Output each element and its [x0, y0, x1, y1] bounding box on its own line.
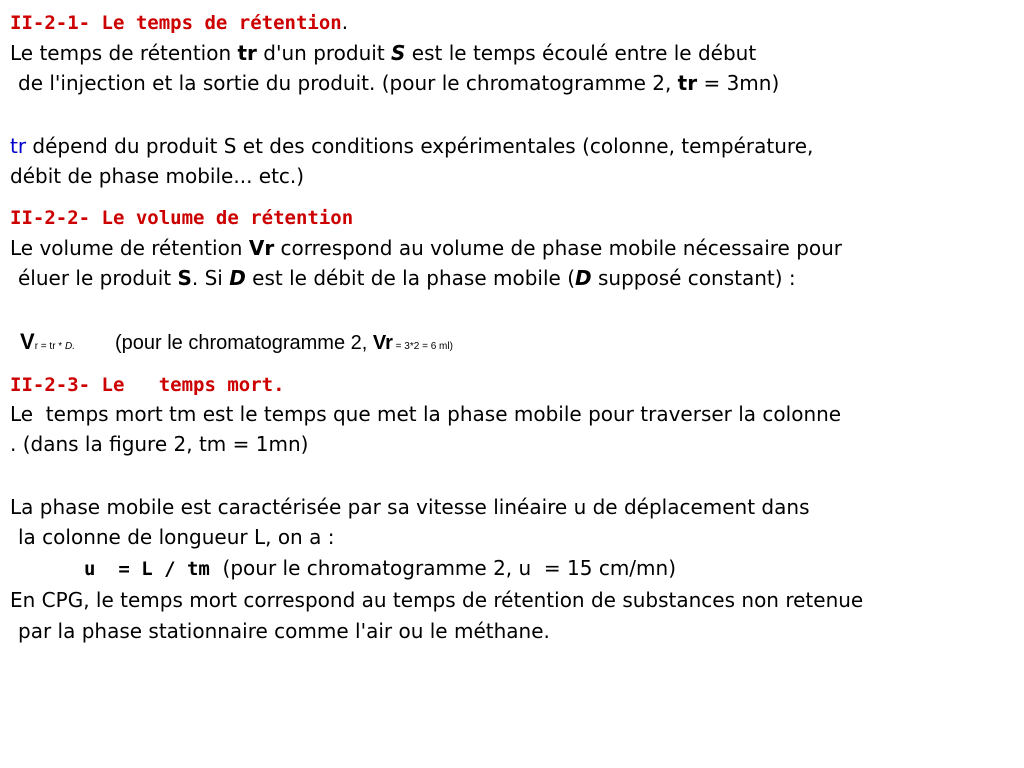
- paragraph-line: tr dépend du produit S et des conditions expérimentales (colonne, température,: [10, 134, 814, 158]
- paragraph-line: Le volume de rétention Vr correspond au volume de phase mobile nécessaire pour: [10, 236, 843, 260]
- paragraph-line: de l'injection et la sortie du produit. (pour le chromatogramme 2, tr = 3mn): [18, 71, 780, 95]
- paragraph-line: Le temps mort tm est le temps que met la phase mobile pour traverser la colonne: [10, 402, 842, 426]
- paragraph-line: débit de phase mobile... etc.): [10, 164, 305, 188]
- formula-linear-velocity: u = L / tm (pour le chromatogramme 2, u = 15 cm/mn): [84, 556, 677, 580]
- paragraph-line: par la phase stationnaire comme l'air ou le méthane.: [18, 619, 550, 643]
- paragraph-line: En CPG, le temps mort correspond au temps de rétention de substances non retenue: [10, 588, 864, 612]
- paragraph-line: . (dans la figure 2, tm = 1mn): [10, 432, 309, 456]
- heading-retention-time: II-2-1- Le temps de rétention.: [10, 10, 349, 34]
- formula-retention-volume: Vr = tr * D. (pour le chromatogramme 2, Vr = 3*2 = 6 ml): [20, 329, 453, 354]
- paragraph-line: la colonne de longueur L, on a :: [18, 525, 335, 549]
- paragraph-line: éluer le produit S. Si D est le débit de la phase mobile (D supposé constant) :: [18, 266, 796, 290]
- paragraph-line: Le temps de rétention tr d'un produit S est le temps écoulé entre le début: [10, 41, 757, 65]
- heading-dead-time: II-2-3- Le temps mort.: [10, 374, 285, 396]
- heading-retention-volume: II-2-2- Le volume de rétention: [10, 207, 354, 229]
- paragraph-line: La phase mobile est caractérisée par sa vitesse linéaire u de déplacement dans: [10, 495, 810, 519]
